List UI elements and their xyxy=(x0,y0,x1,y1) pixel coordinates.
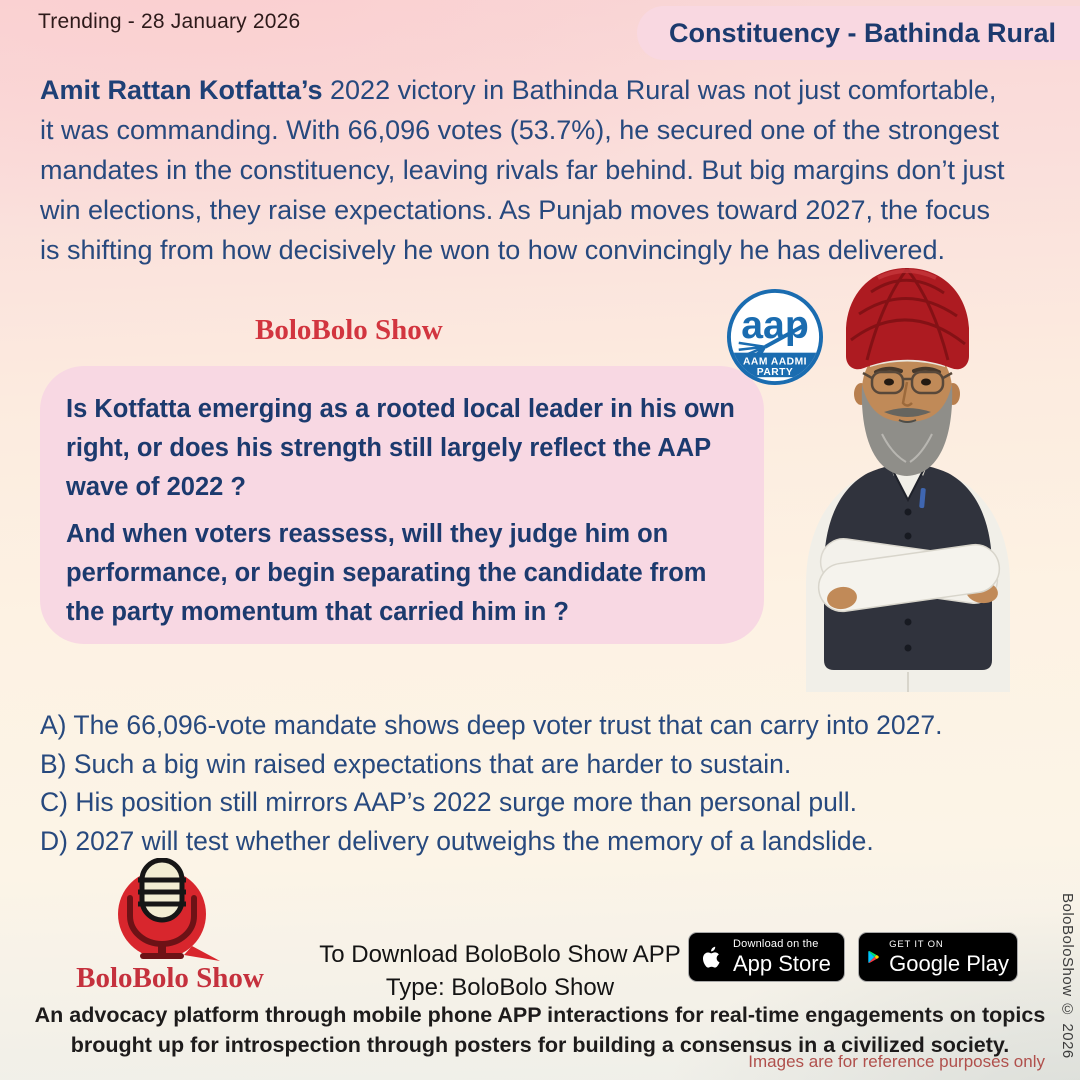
googleplay-small-label: GET IT ON xyxy=(889,939,944,950)
question-paragraph-1: Is Kotfatta emerging as a rooted local leader in his own right, or does his strength still largely reflect the AAP wave of 2022 ? xyxy=(66,395,735,501)
aap-logo-line1: AAM AADMI xyxy=(743,356,807,368)
footer-statement xyxy=(20,1000,1060,1060)
mic-speech-bubble-icon xyxy=(92,858,252,962)
option-item-d: D) 2027 will test whether delivery outweighs the memory of a landslide. xyxy=(40,825,874,856)
download-line-2: Type: BoloBolo Show xyxy=(385,974,615,1001)
crossed-arms xyxy=(816,536,1003,615)
option-item-b: B) Such a big win raised expectations that are harder to sustain. xyxy=(40,748,792,779)
statement-line-2: brought up for introspection through posters for building a consensus in a civilized society. xyxy=(70,1033,1010,1057)
question-box xyxy=(40,366,764,644)
googleplay-big-label: Google Play xyxy=(889,951,1009,976)
copyright-vertical: BoloBoloShow © 2026 xyxy=(1059,893,1076,1059)
footer-brand-label: BoloBolo Show xyxy=(76,962,264,994)
statement-line-1: An advocacy platform through mobile phone APP interactions for real-time engagements on topics xyxy=(34,1003,1046,1027)
download-instructions xyxy=(315,938,685,1004)
option-item-a: A) The 66,096-vote mandate shows deep voter trust that can carry into 2027. xyxy=(40,710,943,740)
intro-paragraph xyxy=(40,70,1015,270)
app-store-badge[interactable] xyxy=(688,932,845,982)
intro-text: 2022 victory in Bathinda Rural was not just comfortable, it was commanding. With 66,096 votes (53.7%), he secured one of the strongest mandates in the constituency, leaving rivals far behind. But big margins don’t just win elections, they raise expectations. As Punjab moves toward 2027, the focus is shifting from how decisively he won to how convincingly he has delivered. xyxy=(40,75,1005,265)
play-icon xyxy=(867,943,880,971)
constituency-banner xyxy=(637,6,1080,60)
download-line-1: To Download BoloBolo Show APP xyxy=(319,941,681,968)
aap-logo-text: aap xyxy=(741,303,809,347)
options-list xyxy=(40,706,1054,860)
option-item-c: C) His position still mirrors AAP’s 2022 surge more than personal pull. xyxy=(40,787,857,817)
image-disclaimer: Images are for reference purposes only xyxy=(748,1052,1045,1071)
google-play-badge[interactable] xyxy=(858,932,1018,982)
trending-label: Trending - 28 January 2026 xyxy=(38,10,301,33)
appstore-big-label: App Store xyxy=(733,951,831,976)
constituency-label: Constituency - Bathinda Rural xyxy=(668,17,1056,48)
watermark-brand: BoloBolo Show xyxy=(255,314,443,346)
aap-party-logo xyxy=(726,288,824,386)
appstore-small-label: Download on the xyxy=(733,938,819,950)
apple-icon xyxy=(699,943,724,972)
aap-logo-line2: PARTY xyxy=(756,367,794,379)
candidate-name: Amit Rattan Kotfatta’s xyxy=(40,75,323,105)
question-paragraph-2: And when voters reassess, will they judge him on performance, or begin separating the candidate from the party momentum that carried him in ? xyxy=(66,520,707,626)
